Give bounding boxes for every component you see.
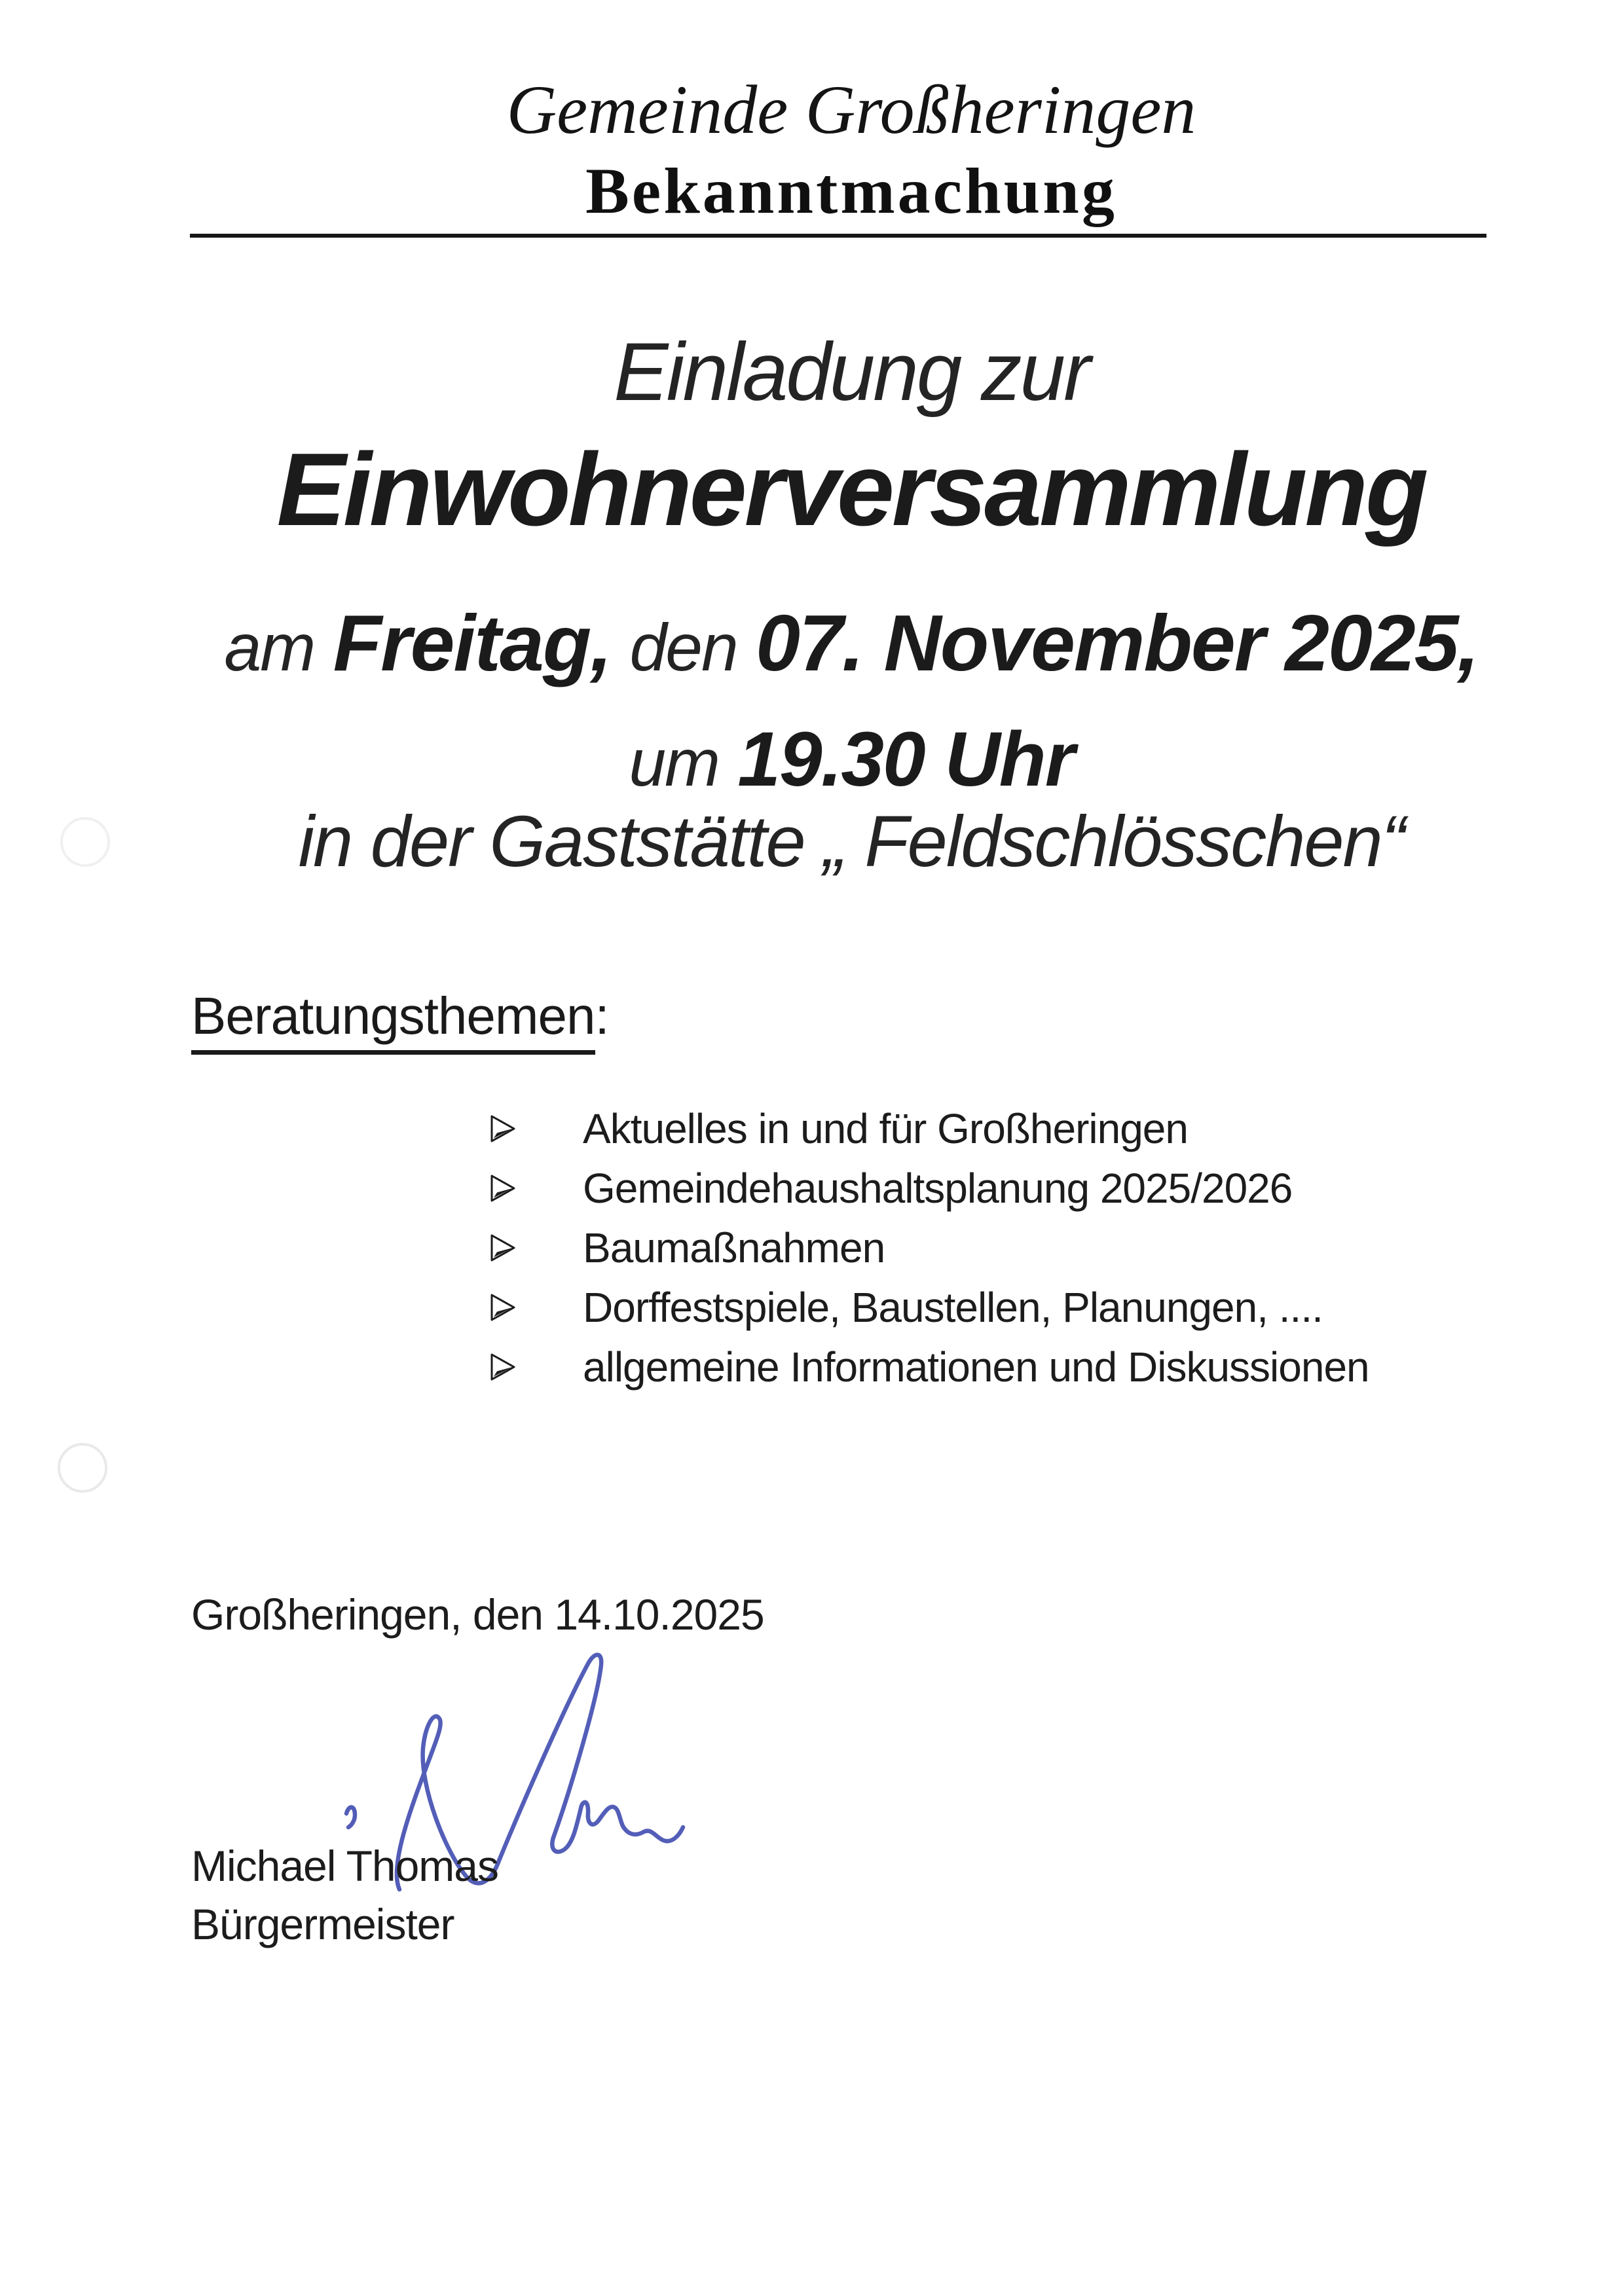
time-prefix: um [629, 725, 720, 800]
invitation-title: Einwohnerversammlung [276, 432, 1426, 547]
announcement-heading: Bekanntmachung [585, 155, 1117, 227]
arrow-bullet-icon [490, 1292, 516, 1323]
arrow-bullet-icon [490, 1173, 516, 1204]
topic-list-item [490, 1218, 1369, 1277]
topics-list [490, 1099, 1369, 1396]
invitation-timeline [105, 715, 1598, 804]
signer-role: Bürgermeister [191, 1900, 454, 1948]
invitation-location: in der Gaststätte „ Feldschlösschen“ [298, 801, 1405, 882]
municipality-name: Gemeinde Großheringen [506, 71, 1196, 148]
arrow-bullet-icon [490, 1351, 516, 1383]
topic-label: Dorffestspiele, Baustellen, Planungen, .... [583, 1283, 1323, 1331]
topic-label: Baumaßnahmen [583, 1224, 885, 1271]
topic-list-item [490, 1099, 1369, 1158]
date-prefix: am [224, 610, 315, 685]
punch-hole-icon [60, 817, 110, 867]
punch-hole-icon [58, 1443, 107, 1493]
topic-label: Gemeindehaushaltsplanung 2025/2026 [583, 1164, 1293, 1212]
arrow-bullet-icon [490, 1113, 516, 1144]
topics-heading-text: Beratungsthemen [191, 986, 595, 1055]
topic-label: Aktuelles in und für Großheringen [583, 1104, 1188, 1152]
time-value: 19.30 Uhr [737, 716, 1074, 803]
date-day: Freitag, [333, 598, 612, 687]
date-mid: den [629, 610, 737, 685]
signer-name: Michael Thomas [191, 1842, 498, 1890]
topics-heading-colon: : [595, 987, 609, 1045]
topics-heading [191, 986, 609, 1055]
invitation-intro: Einladung zur [614, 327, 1089, 418]
invitation-dateline [105, 597, 1598, 689]
date-value: 07. November 2025, [756, 598, 1479, 687]
topic-list-item [490, 1277, 1369, 1337]
topic-list-item [490, 1158, 1369, 1218]
arrow-bullet-icon [490, 1232, 516, 1264]
topic-list-item [490, 1337, 1369, 1396]
topic-label: allgemeine Informationen und Diskussionen [583, 1343, 1369, 1391]
header-rule [190, 234, 1486, 238]
place-and-date: Großheringen, den 14.10.2025 [191, 1590, 764, 1639]
signer-block [191, 1837, 498, 1954]
